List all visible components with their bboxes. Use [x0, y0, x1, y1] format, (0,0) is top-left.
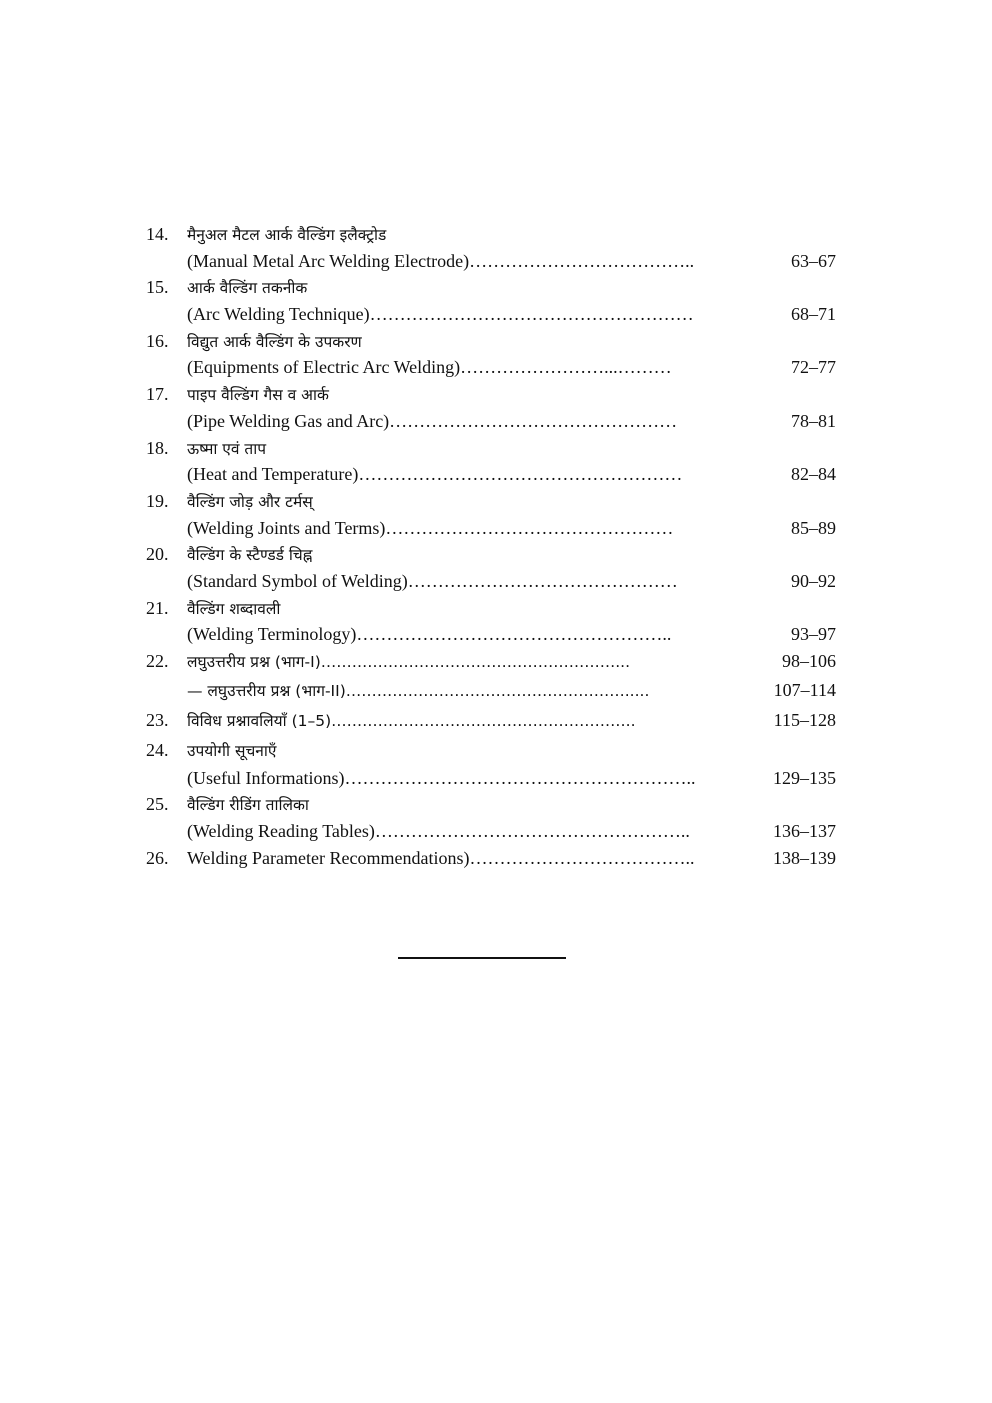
entry-title-hindi: लघुउत्तरीय प्रश्न (भाग-I)…………………………………………………...	[187, 653, 631, 671]
entry-number: 23.	[146, 709, 169, 730]
entry-title-hindi: विद्युत आर्क वैल्डिंग के उपकरण	[187, 332, 362, 351]
entry-title-hindi: उपयोगी सूचनाएँ	[187, 741, 277, 760]
entry-title-hindi: विविध प्रश्नावलियाँ (1–5)…………………………………………………..	[187, 711, 636, 730]
toc-entry-14-subtitle-row	[146, 248, 836, 275]
page-range: 115–128	[773, 709, 836, 730]
entry-title-english: Welding Parameter Recommendations)………………………………..	[187, 847, 695, 868]
entry-title-hindi: ऊष्मा एवं ताप	[187, 439, 267, 458]
section-divider-line	[398, 957, 566, 959]
entry-title-hindi: वैल्डिंग के स्टैण्डर्ड चिह्न	[187, 546, 313, 565]
page-range: 68–71	[791, 304, 836, 325]
entry-title-english: (Equipments of Electric Arc Welding)……………………...………	[187, 357, 672, 378]
page-range: 129–135	[773, 767, 836, 788]
entry-number: 15.	[146, 277, 169, 298]
page-range: 78–81	[791, 410, 836, 431]
toc-entry-15-title-row	[146, 274, 836, 301]
entry-title-hindi: आर्क वैल्डिंग तकनीक	[187, 279, 308, 298]
toc-entry-18-subtitle-row	[146, 461, 836, 488]
page-range: 90–92	[791, 570, 836, 591]
toc-entry-18-title-row	[146, 435, 836, 462]
toc-entry-23-row	[146, 705, 836, 735]
toc-entry-22b-row	[146, 675, 836, 705]
entry-title-english: (Welding Terminology)……………………………………………..	[187, 624, 672, 645]
entry-title-hindi: — लघुउत्तरीय प्रश्न (भाग-II)……………………………………………….....	[187, 681, 650, 700]
entry-number: 22.	[146, 651, 169, 671]
entry-number: 16.	[146, 330, 169, 351]
toc-entry-16-subtitle-row	[146, 354, 836, 381]
entry-number: 21.	[146, 597, 169, 618]
toc-entry-17-title-row	[146, 381, 836, 408]
entry-title-english: (Arc Welding Technique)………………………………………………	[187, 304, 694, 325]
toc-entry-25-subtitle-row	[146, 818, 836, 845]
page-range: 136–137	[773, 821, 836, 842]
toc-entry-21-subtitle-row	[146, 621, 836, 648]
toc-entry-24-subtitle-row	[146, 765, 836, 792]
page-range: 85–89	[791, 517, 836, 538]
entry-title-english: (Useful Informations)…………………………………………………..	[187, 767, 696, 788]
entry-number: 26.	[146, 847, 169, 868]
entry-number: 24.	[146, 739, 169, 760]
toc-entry-25-title-row	[146, 791, 836, 818]
entry-number: 19.	[146, 490, 169, 511]
entry-number: 17.	[146, 384, 169, 405]
page-range: 98–106	[782, 651, 836, 671]
page-range: 107–114	[773, 679, 836, 700]
page-range: 138–139	[773, 847, 836, 868]
entry-number: 18.	[146, 437, 169, 458]
page-range: 82–84	[791, 464, 836, 485]
table-of-contents	[146, 221, 836, 871]
toc-entry-24-title-row	[146, 735, 836, 765]
toc-entry-20-subtitle-row	[146, 568, 836, 595]
entry-title-hindi: वैल्डिंग रीडिंग तालिका	[187, 796, 309, 815]
entry-title-hindi: वैल्डिंग शब्दावली	[187, 599, 281, 618]
toc-entry-22-row	[146, 648, 836, 675]
entry-title-english: (Heat and Temperature)………………………………………………	[187, 464, 683, 485]
entry-number: 20.	[146, 544, 169, 565]
entry-number: 14.	[146, 224, 169, 244]
toc-entry-20-title-row	[146, 541, 836, 568]
entry-title-english: (Manual Metal Arc Welding Electrode)………………………………..	[187, 250, 695, 271]
toc-entry-16-title-row	[146, 328, 836, 355]
toc-entry-14-title-row	[146, 221, 836, 248]
toc-entry-21-title-row	[146, 595, 836, 622]
toc-entry-26-row	[146, 845, 836, 872]
entry-title-english: (Standard Symbol of Welding)………………………………………	[187, 570, 678, 591]
entry-title-hindi: मैनुअल मैटल आर्क वैल्डिंग इलैक्ट्रोड	[187, 226, 387, 244]
page-range: 93–97	[791, 624, 836, 645]
toc-entry-19-title-row	[146, 488, 836, 515]
toc-entry-15-subtitle-row	[146, 301, 836, 328]
toc-entry-19-subtitle-row	[146, 515, 836, 542]
entry-title-english: (Welding Joints and Terms)…………………………………………	[187, 517, 674, 538]
entry-number: 25.	[146, 794, 169, 815]
entry-title-hindi: वैल्डिंग जोड़ और टर्मस्	[187, 492, 313, 511]
entry-title-english: (Pipe Welding Gas and Arc)…………………………………………	[187, 410, 678, 431]
page-range: 63–67	[791, 250, 836, 271]
toc-entry-17-subtitle-row	[146, 408, 836, 435]
entry-title-english: (Welding Reading Tables)……………………………………………..	[187, 821, 690, 842]
page-range: 72–77	[791, 357, 836, 378]
entry-title-hindi: पाइप वैल्डिंग गैस व आर्क	[187, 386, 329, 405]
